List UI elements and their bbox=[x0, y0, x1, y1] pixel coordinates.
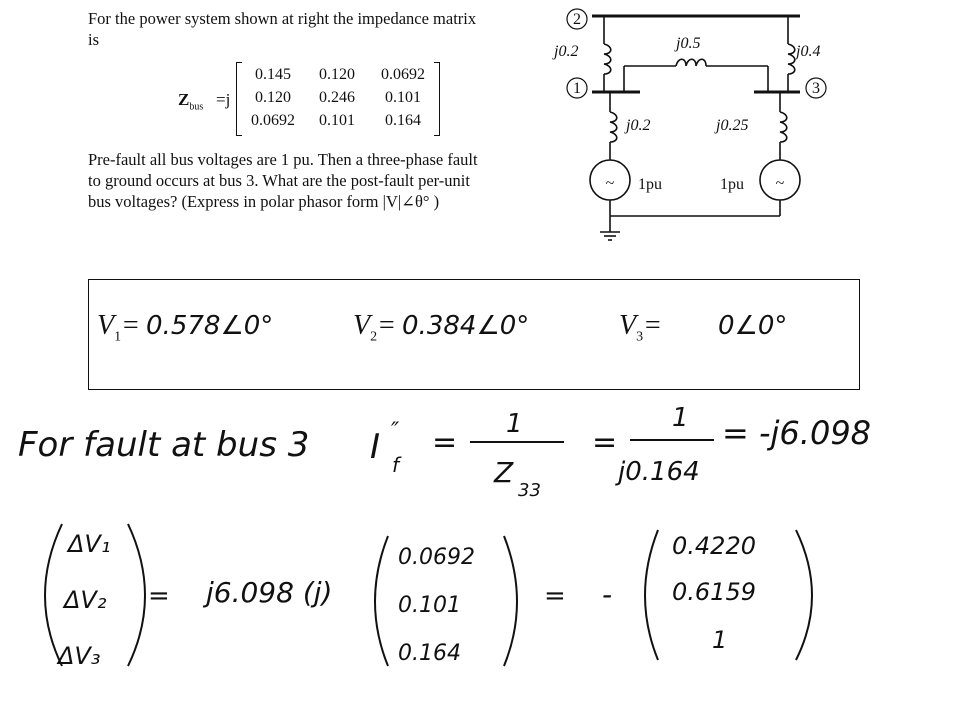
impedance-label-12: j0.2 bbox=[554, 43, 579, 60]
question-line-3: bus voltages? (Express in polar phasor form |V|∠θ° ) bbox=[88, 192, 440, 211]
matrix-cell: 0.145 bbox=[255, 66, 291, 83]
svg-text:f: f bbox=[392, 453, 400, 477]
frac1-denominator: Z bbox=[494, 456, 514, 489]
svg-text:33: 33 bbox=[518, 480, 541, 501]
svg-text:=: = bbox=[544, 581, 566, 611]
answer-v1: $V_1=$ 0.578∠0° bbox=[97, 310, 274, 345]
problem-statement bbox=[88, 8, 550, 50]
source-3-label: 1pu bbox=[720, 176, 744, 193]
answer-box bbox=[88, 279, 860, 390]
question-line-1: Pre-fault all bus voltages are 1 pu. Then a three-phase fault bbox=[88, 150, 478, 169]
fault-current-result: = -j6.098 bbox=[722, 414, 872, 452]
fault-current-symbol: I bbox=[370, 427, 381, 467]
ac-source-icon: ~ bbox=[605, 175, 615, 192]
frac1-numerator: 1 bbox=[506, 409, 523, 439]
question-text bbox=[88, 149, 558, 212]
impedance-matrix bbox=[236, 62, 440, 136]
frac2-denominator: j0.164 bbox=[618, 457, 700, 487]
right-bracket bbox=[434, 62, 440, 136]
column-vector-right-paren bbox=[504, 536, 517, 666]
work-line1-text: For fault at bus 3 bbox=[18, 425, 310, 465]
answer-v2-value: 0.384∠0° bbox=[402, 311, 530, 341]
voltage-change-work bbox=[36, 516, 836, 686]
column-vector-2: 0.164 bbox=[398, 641, 461, 666]
answer-v3-value: 0∠0° bbox=[718, 311, 788, 341]
bus-2-label: 2 bbox=[573, 11, 581, 28]
result-vector-0: 0.4220 bbox=[672, 532, 756, 560]
delta-v1: ΔV₁ bbox=[68, 530, 111, 558]
impedance-label-13: j0.5 bbox=[676, 35, 701, 52]
result-vector-2: 1 bbox=[712, 626, 728, 654]
multiplier: j6.098 (j) bbox=[206, 576, 333, 609]
inductor-23 bbox=[788, 44, 795, 74]
result-vector-right-paren bbox=[796, 530, 812, 660]
inductor-gen3 bbox=[780, 112, 787, 142]
matrix-cell: 0.101 bbox=[319, 112, 355, 129]
zbus-symbol: $Z_{bus}$ bbox=[178, 90, 204, 113]
delta-v-right-paren bbox=[128, 524, 145, 666]
intro-line-1: For the power system shown at right the impedance matrix bbox=[88, 9, 477, 28]
svg-text:=: = bbox=[432, 425, 458, 460]
svg-text:=: = bbox=[592, 425, 618, 460]
impedance-label-gen3: j0.25 bbox=[716, 117, 749, 134]
answer-v1-value: 0.578∠0° bbox=[146, 311, 274, 341]
matrix-cell: 0.120 bbox=[255, 89, 291, 106]
bus-3-label: 3 bbox=[812, 80, 820, 97]
delta-v2: ΔV₂ bbox=[64, 586, 107, 614]
inductor-12 bbox=[604, 44, 611, 74]
matrix-cell: 0.246 bbox=[319, 89, 355, 106]
source-1-label: 1pu bbox=[638, 176, 662, 193]
fault-current-work bbox=[14, 400, 954, 510]
answer-v2: $V_2=$ 0.384∠0° bbox=[353, 310, 530, 345]
column-vector-left-paren bbox=[375, 536, 388, 666]
ac-source-icon: ~ bbox=[775, 175, 785, 192]
column-vector-1: 0.101 bbox=[398, 593, 461, 618]
matrix-cell: 0.101 bbox=[385, 89, 421, 106]
impedance-label-gen1: j0.2 bbox=[626, 117, 651, 134]
minus-sign: - bbox=[602, 578, 613, 611]
result-vector-left-paren bbox=[645, 530, 658, 660]
answer-v3: $V_3=$ 0∠0° bbox=[619, 310, 788, 345]
intro-line-2: is bbox=[88, 30, 100, 49]
frac2-numerator: 1 bbox=[672, 403, 689, 433]
power-system-diagram bbox=[548, 4, 821, 249]
matrix-cell: 0.0692 bbox=[251, 112, 295, 129]
impedance-label-23: j0.4 bbox=[796, 43, 821, 60]
result-vector-1: 0.6159 bbox=[672, 578, 756, 606]
delta-v3: ΔV₃ bbox=[58, 642, 101, 670]
inductor-gen1 bbox=[610, 112, 617, 142]
svg-text:″: ″ bbox=[391, 419, 400, 444]
matrix-cell: 0.0692 bbox=[381, 66, 425, 83]
inductor-13 bbox=[676, 59, 706, 66]
svg-text:=: = bbox=[148, 581, 170, 611]
column-vector-0: 0.0692 bbox=[398, 545, 475, 570]
matrix-cell: 0.120 bbox=[319, 66, 355, 83]
zbus-equals: =j bbox=[216, 90, 231, 109]
question-line-2: to ground occurs at bus 3. What are the post-fault per-unit bbox=[88, 171, 470, 190]
bus-1-label: 1 bbox=[573, 80, 581, 97]
matrix-cell: 0.164 bbox=[385, 112, 421, 129]
